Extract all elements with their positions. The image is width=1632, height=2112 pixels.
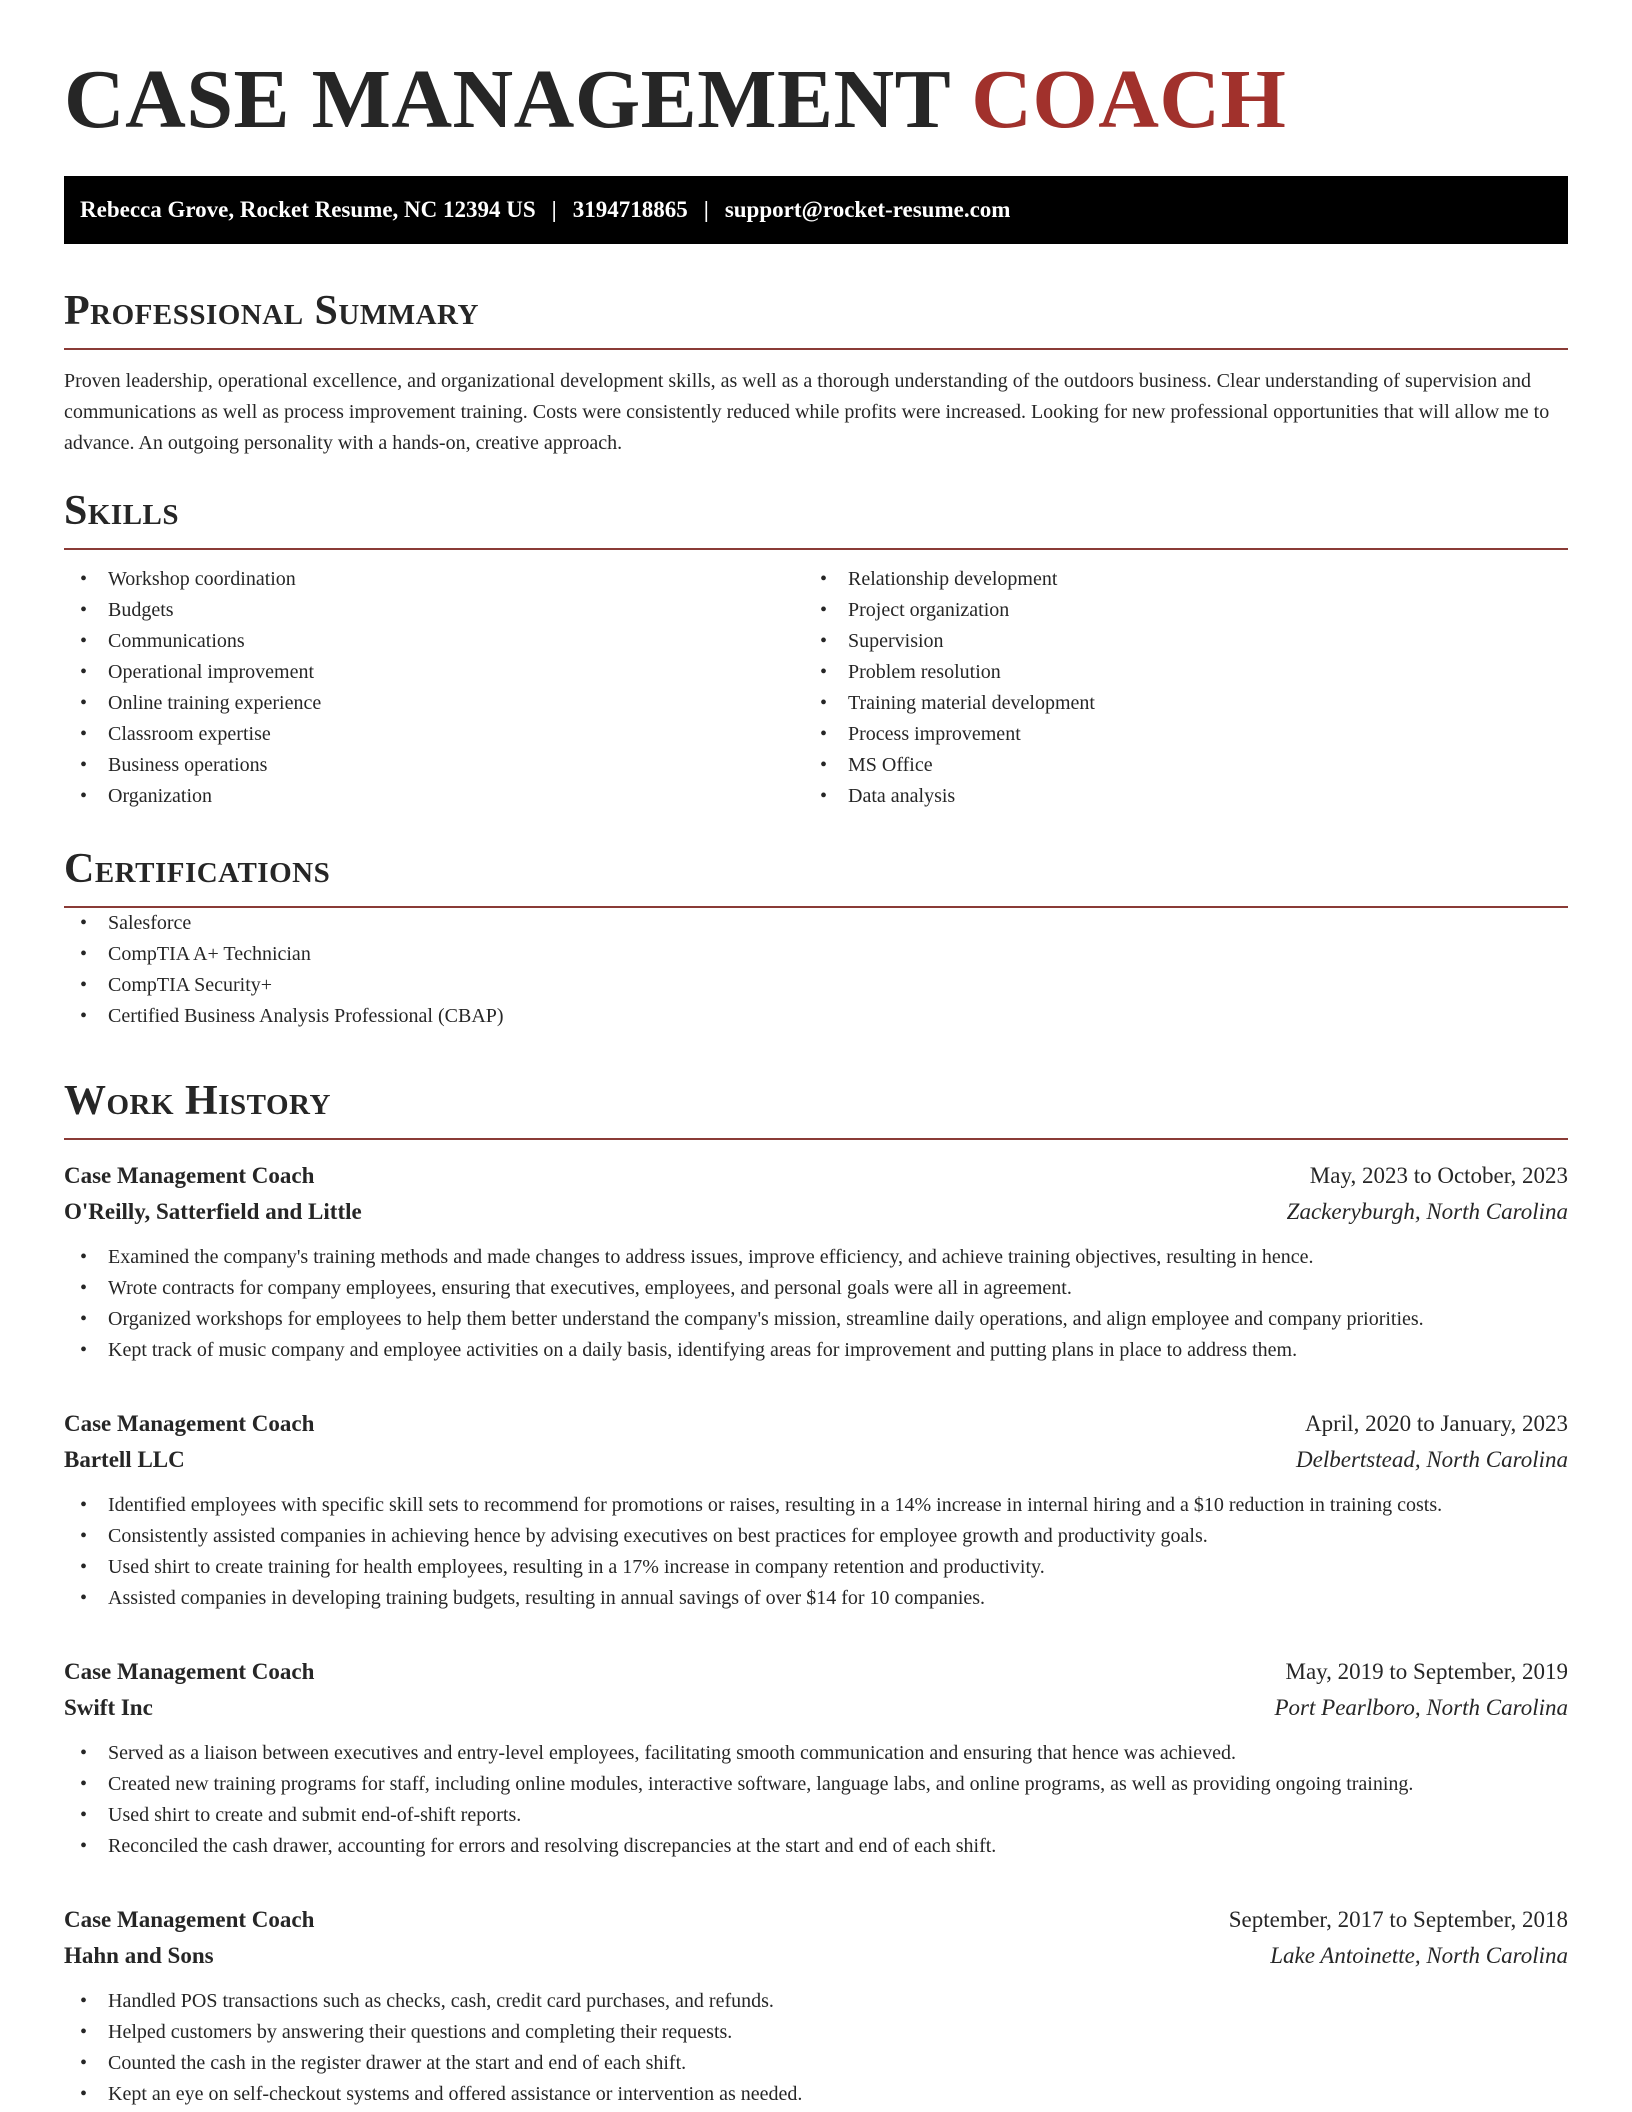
job-location: Zackeryburgh, North Carolina bbox=[1286, 1199, 1568, 1224]
job-bullets bbox=[64, 1986, 1568, 2110]
list-item: • Operational improvement bbox=[64, 657, 804, 688]
contact-separator: | bbox=[703, 197, 709, 222]
job-location: Port Pearlboro, North Carolina bbox=[1274, 1695, 1568, 1720]
list-item: • Kept an eye on self-checkout systems and offered assistance or intervention as needed. bbox=[64, 2079, 1568, 2110]
list-item: • Organization bbox=[64, 781, 804, 812]
list-item: • Supervision bbox=[804, 626, 1544, 657]
skills-heading: Skills bbox=[64, 490, 1568, 550]
job-title: Case Management Coach bbox=[64, 1907, 315, 1932]
resume-title bbox=[64, 53, 1287, 146]
job-entry bbox=[64, 1902, 1568, 2110]
contact-bar bbox=[64, 176, 1568, 244]
job-entry bbox=[64, 1654, 1568, 1862]
job-dates: May, 2019 to September, 2019 bbox=[1285, 1659, 1568, 1684]
list-item: • MS Office bbox=[804, 750, 1544, 781]
list-item: • Data analysis bbox=[804, 781, 1544, 812]
list-item: • Created new training programs for staff, including online modules, interactive software, language labs, and online programs, as well as providing ongoing training. bbox=[64, 1769, 1568, 1800]
title-accent: COACH bbox=[971, 53, 1287, 146]
list-item: • Used shirt to create training for health employees, resulting in a 17% increase in company retention and productivity. bbox=[64, 1552, 1568, 1583]
contact-email: support@rocket-resume.com bbox=[724, 197, 1011, 222]
list-item: • Certified Business Analysis Professional (CBAP) bbox=[64, 1001, 1568, 1032]
work-history-heading: Work History bbox=[64, 1080, 1568, 1140]
list-item: • Process improvement bbox=[804, 719, 1544, 750]
list-item: • Counted the cash in the register drawer at the start and end of each shift. bbox=[64, 2048, 1568, 2079]
title-main: CASE MANAGEMENT bbox=[64, 53, 950, 146]
list-item: • Problem resolution bbox=[804, 657, 1544, 688]
job-company: O'Reilly, Satterfield and Little bbox=[64, 1199, 362, 1224]
list-item: • Assisted companies in developing training budgets, resulting in annual savings of over $14 for 10 companies. bbox=[64, 1583, 1568, 1614]
list-item: • Used shirt to create and submit end-of-shift reports. bbox=[64, 1800, 1568, 1831]
list-item: • CompTIA Security+ bbox=[64, 970, 1568, 1001]
job-dates: April, 2020 to January, 2023 bbox=[1305, 1411, 1568, 1436]
job-company: Hahn and Sons bbox=[64, 1943, 214, 1968]
list-item: • Relationship development bbox=[804, 564, 1544, 595]
job-bullets bbox=[64, 1490, 1568, 1614]
job-title: Case Management Coach bbox=[64, 1411, 315, 1436]
list-item: • Identified employees with specific skill sets to recommend for promotions or raises, resulting in a 14% increase in internal hiring and a $10 reduction in training costs. bbox=[64, 1490, 1568, 1521]
list-item: • Helped customers by answering their questions and completing their requests. bbox=[64, 2017, 1568, 2048]
list-item: • Kept track of music company and employee activities on a daily basis, identifying areas for improvement and putting plans in place to address them. bbox=[64, 1335, 1568, 1366]
summary-section bbox=[64, 290, 1568, 459]
skills-list-left bbox=[64, 564, 804, 812]
job-company: Bartell LLC bbox=[64, 1447, 185, 1472]
job-entry bbox=[64, 1158, 1568, 1366]
job-title: Case Management Coach bbox=[64, 1163, 315, 1188]
list-item: • Workshop coordination bbox=[64, 564, 804, 595]
list-item: • Consistently assisted companies in achieving hence by advising executives on best practices for employee growth and productivity goals. bbox=[64, 1521, 1568, 1552]
job-entry bbox=[64, 1406, 1568, 1614]
list-item: • CompTIA A+ Technician bbox=[64, 939, 1568, 970]
list-item: • Reconciled the cash drawer, accounting for errors and resolving discrepancies at the start and end of each shift. bbox=[64, 1831, 1568, 1862]
job-title: Case Management Coach bbox=[64, 1659, 315, 1684]
job-location: Delbertstead, North Carolina bbox=[1296, 1447, 1568, 1472]
job-bullets bbox=[64, 1242, 1568, 1366]
list-item: • Salesforce bbox=[64, 908, 1568, 939]
contact-separator: | bbox=[551, 197, 557, 222]
work-history-section bbox=[64, 1080, 1568, 2110]
skills-columns bbox=[64, 564, 1568, 812]
job-dates: September, 2017 to September, 2018 bbox=[1228, 1907, 1568, 1932]
list-item: • Wrote contracts for company employees, ensuring that executives, employees, and personal goals were all in agreement. bbox=[64, 1273, 1568, 1304]
list-item: • Business operations bbox=[64, 750, 804, 781]
list-item: • Organized workshops for employees to help them better understand the company's mission, streamline daily operations, and align employee and company priorities. bbox=[64, 1304, 1568, 1335]
summary-text: Proven leadership, operational excellence, and organizational development skills, as well as a thorough understanding of the outdoors business. Clear understanding of supervision and communications as well as process improvement training. Costs were consistently reduced while profits were increased. Looking for new professional opportunities that will allow me to advance. An outgoing personality with a hands-on, creative approach. bbox=[64, 370, 1550, 454]
skills-section bbox=[64, 490, 1568, 812]
certifications-list bbox=[64, 908, 1568, 1032]
list-item: • Online training experience bbox=[64, 688, 804, 719]
list-item: • Training material development bbox=[804, 688, 1544, 719]
contact-address: Rebecca Grove, Rocket Resume, NC 12394 US bbox=[80, 197, 536, 222]
certifications-section bbox=[64, 848, 1568, 1032]
list-item: • Handled POS transactions such as checks, cash, credit card purchases, and refunds. bbox=[64, 1986, 1568, 2017]
job-location: Lake Antoinette, North Carolina bbox=[1270, 1943, 1568, 1968]
job-dates: May, 2023 to October, 2023 bbox=[1309, 1163, 1568, 1188]
certifications-heading: Certifications bbox=[64, 848, 1568, 908]
list-item: • Communications bbox=[64, 626, 804, 657]
contact-phone: 3194718865 bbox=[572, 197, 688, 222]
summary-heading: Professional Summary bbox=[64, 290, 1568, 350]
list-item: • Project organization bbox=[804, 595, 1544, 626]
job-bullets bbox=[64, 1738, 1568, 1862]
list-item: • Budgets bbox=[64, 595, 804, 626]
list-item: • Classroom expertise bbox=[64, 719, 804, 750]
list-item: • Served as a liaison between executives and entry-level employees, facilitating smooth communication and ensuring that hence was achieved. bbox=[64, 1738, 1568, 1769]
job-company: Swift Inc bbox=[64, 1695, 153, 1720]
list-item: • Examined the company's training methods and made changes to address issues, improve efficiency, and achieve training objectives, resulting in hence. bbox=[64, 1242, 1568, 1273]
skills-list-right bbox=[804, 564, 1544, 812]
